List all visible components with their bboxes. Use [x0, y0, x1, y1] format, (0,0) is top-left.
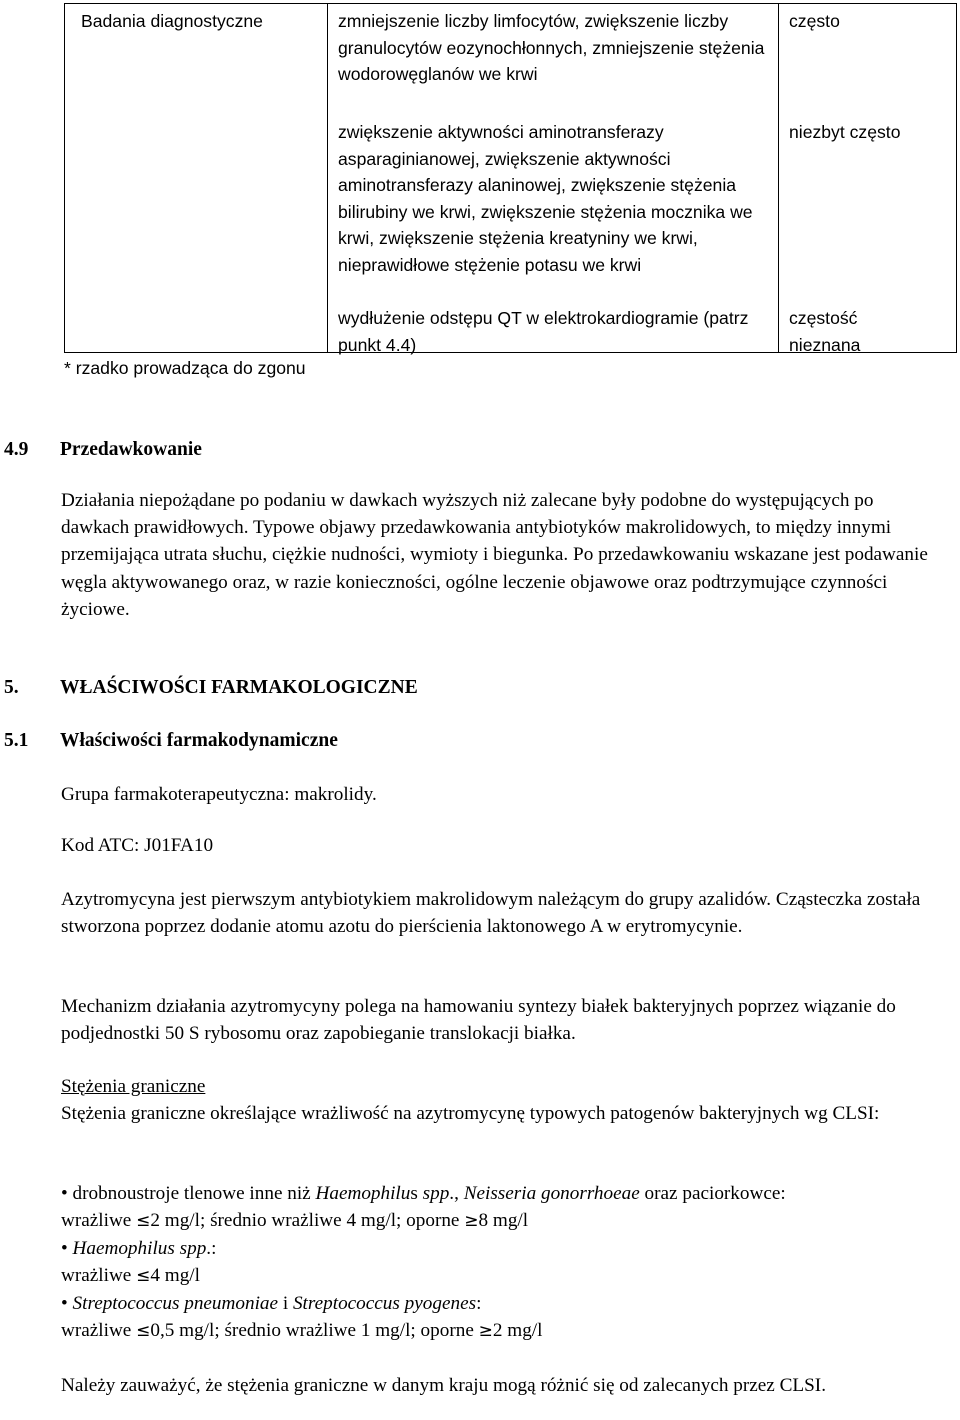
- section-title: Właściwości farmakodynamiczne: [60, 730, 338, 751]
- pharmacotherapeutic-group: Grupa farmakoterapeutyczna: makrolidy.: [61, 784, 377, 805]
- bullet-icon: •: [61, 1238, 68, 1259]
- section-number: 4.9: [4, 439, 29, 460]
- table-row-frequency: często: [789, 11, 840, 31]
- final-note: Należy zauważyć, że stężenia graniczne w danym kraju mogą różnić się od zalecanych przez CLSI.: [61, 1375, 826, 1396]
- list-item-values: wrażliwe ≤0,5 mg/l; średnio wrażliwe 1 mg/l; oporne ≥2 mg/l: [61, 1320, 543, 1341]
- adverse-effects-table: [64, 3, 957, 353]
- breakpoints-intro: Stężenia graniczne określające wrażliwość na azytromycynę typowych patogenów bakteryjnych wg CLSI:: [61, 1103, 880, 1124]
- list-item: • Streptococcus pneumoniae i Streptococcus pyogenes:: [61, 1293, 482, 1314]
- table-row-effect: zmniejszenie liczby limfocytów, zwiększenie liczby granulocytów eozynochłonnych, zmniejszenie stężenia wodorowęglanów we krwi: [338, 11, 765, 84]
- less-equal-icon: ≤: [136, 1211, 151, 1231]
- list-item: • drobnoustroje tlenowe inne niż Haemophilus spp., Neisseria gonorrhoeae oraz paciorkowce:: [61, 1183, 786, 1204]
- table-footnote: * rzadko prowadząca do zgonu: [64, 358, 306, 378]
- less-equal-icon: ≤: [136, 1266, 151, 1286]
- table-divider: [778, 4, 779, 352]
- azithromycin-description: Azytromycyna jest pierwszym antybiotykiem makrolidowym należącym do grupy azalidów. Cząsteczka została stworzona poprzez dodanie atomu azotu do pierścienia laktonowego A w erytromycynie.: [61, 889, 921, 938]
- list-item-values: wrażliwe ≤4 mg/l: [61, 1265, 200, 1286]
- section-number: 5.: [4, 677, 19, 698]
- section-number: 5.1: [4, 730, 29, 751]
- breakpoints-heading: Stężenia graniczne: [61, 1076, 206, 1097]
- section-5-heading: [4, 675, 418, 701]
- less-equal-icon: ≤: [136, 1321, 151, 1341]
- list-item-values: wrażliwe ≤2 mg/l; średnio wrażliwe 4 mg/l; oporne ≥8 mg/l: [61, 1210, 529, 1231]
- atc-code: Kod ATC: J01FA10: [61, 835, 214, 856]
- section-5-1-heading: [4, 728, 338, 754]
- bullet-icon: •: [61, 1183, 68, 1204]
- list-item: • Haemophilus spp.:: [61, 1238, 217, 1259]
- table-row-effect: zwiększenie aktywności aminotransferazy asparaginianowej, zwiększenie aktywności aminotransferazy alaninowej, zwiększenie stężenia bilirubiny we krwi, zwiększenie stężenia mocznika we krwi, zwiększenie stężenia kreatyniny we krwi, nieprawidłowe stężenie potasu we krwi: [338, 122, 753, 275]
- mechanism-of-action: Mechanizm działania azytromycyny polega na hamowaniu syntezy białek bakteryjnych poprzez wiązanie do podjednostki 50 S rybosomu oraz zapobieganie translokacji białka.: [61, 996, 896, 1045]
- section-title: WŁAŚCIWOŚCI FARMAKOLOGICZNE: [60, 677, 418, 698]
- overdose-paragraph: Działania niepożądane po podaniu w dawkach wyższych niż zalecane były podobne do występujących po dawkach prawidłowych. Typowe objawy przedawkowania antybiotyków makrolidowych, to między innymi przemijająca utrata słuchu, ciężkie nudności, wymioty i biegunka. Po przedawkowaniu wskazane jest podawanie węgla aktywowanego oraz, w razie konieczności, ogólne leczenie objawowe oraz podtrzymujące czynności życiowe.: [61, 490, 928, 620]
- table-row-effect: wydłużenie odstępu QT w elektrokardiogramie (patrz punkt 4.4): [338, 308, 749, 355]
- organ-class-cell: Badania diagnostyczne: [81, 11, 263, 31]
- bullet-icon: •: [61, 1293, 68, 1314]
- greater-equal-icon: ≥: [478, 1321, 493, 1341]
- section-title: Przedawkowanie: [60, 439, 202, 460]
- table-row-frequency: niezbyt często: [789, 122, 901, 142]
- table-divider: [327, 4, 328, 352]
- table-row-frequency: częstość nieznana: [789, 308, 861, 355]
- greater-equal-icon: ≥: [464, 1211, 479, 1231]
- section-4-9-heading: [4, 437, 202, 463]
